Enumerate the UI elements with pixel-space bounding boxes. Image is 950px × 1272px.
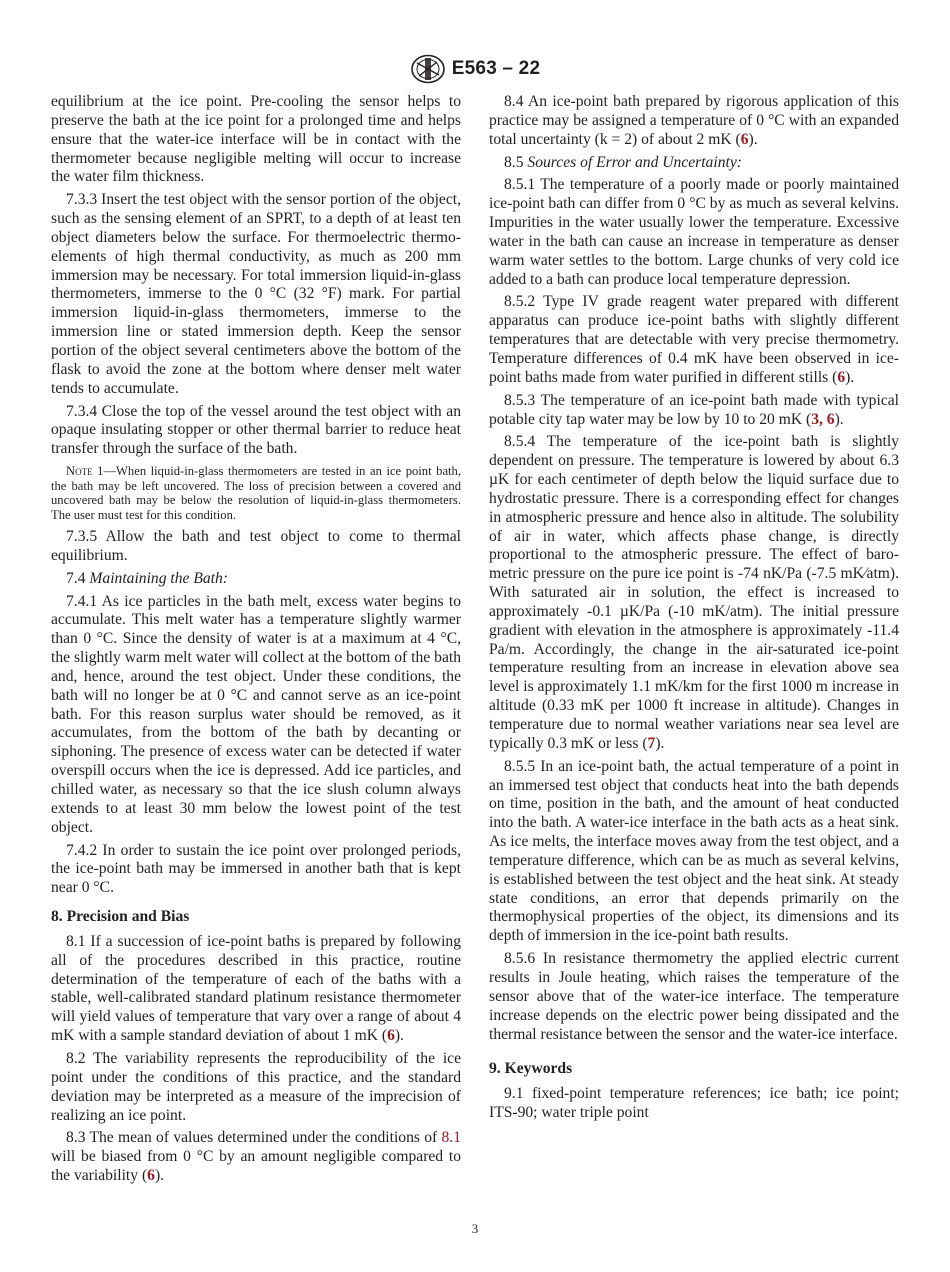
reference-link-6[interactable]: 6 — [147, 1167, 155, 1185]
paragraph-8-3: 8.3 The mean of values determined under the conditions of 8.1 will be biased from 0 °C by an amount negligible compared to the variability (6). — [51, 1129, 461, 1185]
paragraph-7-3-4: 7.3.4 Close the top of the vessel around the test object with an opaque insulating stopper or other thermal barrier to reduce heat transfer through the surface of the bath. — [51, 402, 461, 458]
heading-keywords: 9. Keywords — [489, 1060, 573, 1078]
section-link-8-1[interactable]: 8.1 — [441, 1129, 461, 1147]
paragraph-8-5-2: 8.5.2 Type IV grade reagent water prepared with different apparatus can produce ice-point baths with slightly different temperatures that are detectable with very precise thermometry. Temperature differences of 0.4 mK have been observed in ice-point baths made from water purified in different stills (6). — [489, 293, 899, 386]
paragraph-8-2: 8.2 The variability represents the reproducibility of the ice point under the conditions of this practice, and the standard deviation may be interpreted as a measure of the imprecision of realizing an ice point. — [51, 1049, 461, 1124]
section-7-4-number: 7.4 — [66, 569, 86, 587]
paragraph-8-5-3-text: 8.5.3 The temperature of an ice-point bath made with typical potable city tap water may be low by 10 to 20 mK — [489, 391, 899, 428]
section-8-5-title: Sources of Error and Uncertainty: — [527, 153, 742, 171]
section-7-4-heading — [51, 570, 461, 589]
paragraph-9-1: 9.1 fixed-point temperature references; ice bath; ice point; ITS-90; water triple point — [489, 1085, 899, 1122]
paragraph-7-4-2: 7.4.2 In order to sustain the ice point over prolonged periods, the ice-point bath may be immersed in another bath that is kept near 0 °C. — [51, 841, 461, 897]
page-number: 3 — [471, 1221, 479, 1236]
reference-link-7[interactable]: 7 — [647, 734, 656, 752]
right-column — [489, 93, 899, 1127]
paragraph-8-4: 8.4 An ice-point bath prepared by rigorous application of this practice may be assigned a temperature of 0 °C with an expanded total uncertainty (k = 2) of about 2 mK (6). — [489, 93, 899, 148]
reference-link-6[interactable]: 6 — [740, 130, 749, 148]
paragraph-7-3-2-continued: equilibrium at the ice point. Pre-cooling the sensor helps to preserve the bath at the ice point for a prolonged time and helps ensure that the water-ice interface will be in contact with the thermometer because negligible melting will occur to increase the water film thickness. — [51, 93, 461, 186]
section-8-5-heading — [489, 154, 899, 173]
paragraph-7-4-1: 7.4.1 As ice particles in the bath melt, excess water begins to accumulate. This melt water has a temperature slightly warmer than 0 °C. Since the density of water is at a maximum at 4 °C, the slightly warm melt water will collect at the bottom of the bath and, hence, around the test object. Under these conditions, the bath will no longer be at 0 °C and cannot serve as an ice-point bath. For this reason surplus water should be removed, as it accumulates, from the bottom of the bath by decanting or siphoning. The presence of excess water can be detected if water overspill occurs when the ice is depressed. Add ice particles, and chilled water, as necessary so that the ice slush column always extends to at least 30 mm below the lowest point of the test object. — [51, 592, 461, 836]
paragraph-8-5-3: 8.5.3 The temperature of an ice-point bath made with typical potable city tap water may be low by 10 to 20 mK (3, 6). — [489, 391, 899, 428]
paragraph-8-4-text: 8.4 An ice-point bath prepared by rigorous application of this practice may be assigned a temperature of 0 °C with an expanded total uncertainty (k = 2) of about 2 mK — [489, 93, 899, 148]
note-label: Note 1 — [66, 464, 104, 479]
paragraph-8-3-text-a: 8.3 The mean of values determined under the conditions of — [66, 1129, 442, 1147]
paragraph-8-5-1: 8.5.1 The temperature of a poorly made or poorly maintained ice-point bath can differ from 0 °C by as much as several kelvins. Impurities in the water usually lower the temperature. Excessive water in the bath can cause an increase in temperature as denser warm water settles to the bottom. Large chunks of very cold ice added to a bath can produce local temperature depression. — [489, 176, 899, 288]
paragraph-7-3-5: 7.3.5 Allow the bath and test object to come to thermal equilibrium. — [51, 528, 461, 564]
reference-link-6[interactable]: 6 — [387, 1027, 395, 1045]
paragraph-7-3-3: 7.3.3 Insert the test object with the sensor portion of the object, such as the sensing element of an SPRT, to a depth of at least ten object diameters below the surface. For thermoelectric thermo-elements of high thermal conductivity, as much as 200 mm immersion may be necessary. For total immersion liquid-in-glass thermometers, immerse to the 0 °C (32 °F) mark. For partial immersion liquid-in-glass thermometers, immerse to the immersion line or stated immersion depth. Keep the sensor portion of the object several centimeters above the bottom of the flask to avoid the zone at the bottom where denser melt water tends to accumulate. — [51, 191, 461, 397]
left-column — [51, 93, 461, 1190]
paragraph-8-5-5: 8.5.5 In an ice-point bath, the actual temperature of a point in an immersed test object that conducts heat into the bath depends on time, position in the bath, and the amount of heat conducted into the bath. A water-ice interface in the bath acts as a heat sink. As ice melts, the interface moves away from the test object, and a temperature difference, which can be as much as several kelvins, is established between the test object and the heat sink. At steady state conditions, an error that depends primarily on the thermophysical properties of the object, its dimensions and its depth of immersion in the ice-point bath results. — [489, 757, 899, 945]
paragraph-8-5-2-text: 8.5.2 Type IV grade reagent water prepared with different apparatus can produce ice-point baths with slightly different temperatures that are detectable with very precise thermometry. Temperature differences of 0.4 mK have been observed in ice-point baths made from water purified in different stills — [489, 293, 899, 386]
paragraph-8-3-text-b: will be biased from 0 °C by an amount negligible compared to the variability — [51, 1148, 461, 1185]
note-text: —When liquid-in-glass thermometers are tested in an ice point bath, the bath may be left uncovered. The loss of precision between a covered and uncovered bath may be below the resolution of liquid-in-glass thermometers. The user must test for this condition. — [51, 464, 461, 522]
section-8-5-number: 8.5 — [504, 153, 524, 171]
paragraph-8-1-text: 8.1 If a succession of ice-point baths is prepared by following all of the procedures described in this practice, routine determination of the temperature of each of the baths with a stable, well-calibrated standard platinum resistance thermometer will yield values of temperature that vary over a range of about 4 mK with a sample standard deviation of about 1 mK — [51, 932, 461, 1045]
reference-link-3-6[interactable]: 3, 6 — [811, 410, 835, 428]
astm-logo-icon — [410, 54, 446, 84]
paragraph-8-1: 8.1 If a succession of ice-point baths is prepared by following all of the procedures described in this practice, routine determination of the temperature of each of the baths with a stable, well-calibrated standard platinum resistance thermometer will yield values of temperature that vary over a range of about 4 mK with a sample standard deviation of about 1 mK (6). — [51, 932, 461, 1045]
note-1 — [51, 464, 461, 522]
heading-precision-and-bias: 8. Precision and Bias — [51, 908, 190, 926]
paragraph-8-5-4: 8.5.4 The temperature of the ice-point bath is slightly dependent on pressure. The temperature is lowered by about 6.3 µK for each centimeter of depth below the liquid surface due to hydrostatic pressure. There is a corresponding effect for changes in atmospheric pressure and hence also in altitude. The solubility of air in water, which affects phase change, is directly proportional to the atmospheric pressure. The effect of barometric pressure on the pure ice point is -74 nK/Pa (-7.5 mK⁄atm). With saturated air in solution, the effect is increased to approximately -0.1 µK/Pa (-10 mK/atm). The initial pressure gradient with elevation in the atmosphere is approximately -11.4 Pa/m. Accordingly, the change in the air-saturated ice-point temperature resulting from an increase in elevation above sea level is approximately 1.1 mK/km for the first 1000 m increase in altitude (0.33 mK per 1000 ft increase in altitude). Changes in temperature due to normal weather variations near sea level are typically 0.3 mK or less (7). — [489, 433, 899, 752]
paragraph-8-5-6: 8.5.6 In resistance thermometry the applied electric current results in Joule heating, which raises the temperature of the sensor above that of the water-ice interface. The temperature increase depends on the electric power being dissipated and the thermal resistance between the sensor and the water-ice interface. — [489, 950, 899, 1043]
paragraph-8-5-4-text: 8.5.4 The temperature of the ice-point bath is slightly dependent on pressure. The temperature is lowered by about 6.3 µK for each centimeter of depth below the liquid surface due to hydrostatic pressure. There is a corresponding effect for changes in atmospheric pressure and hence also in altitude. The solubility of air in water, which affects phase change, is directly proportional to the atmospheric pressure. The effect of barometric pressure on the pure ice point is -74 nK/Pa (-7.5 mK⁄atm). With saturated air in solution, the effect is increased to approximately -0.1 µK/Pa (-10 mK/atm). The initial pressure gradient with elevation in the atmosphere is approximately -11.4 Pa/m. Accordingly, the change in the air-saturated ice-point temperature resulting from an increase in elevation above sea level is approximately 1.1 mK/km for the first 1000 m increase in altitude (0.33 mK per 1000 ft increase in altitude). Changes in temperature due to normal weather variations near sea level are typically 0.3 mK or less — [489, 433, 899, 752]
section-7-4-title: Maintaining the Bath: — [89, 569, 228, 587]
document-id: E563 – 22 — [451, 58, 541, 79]
page-header — [0, 54, 950, 84]
reference-link-6[interactable]: 6 — [837, 368, 846, 386]
